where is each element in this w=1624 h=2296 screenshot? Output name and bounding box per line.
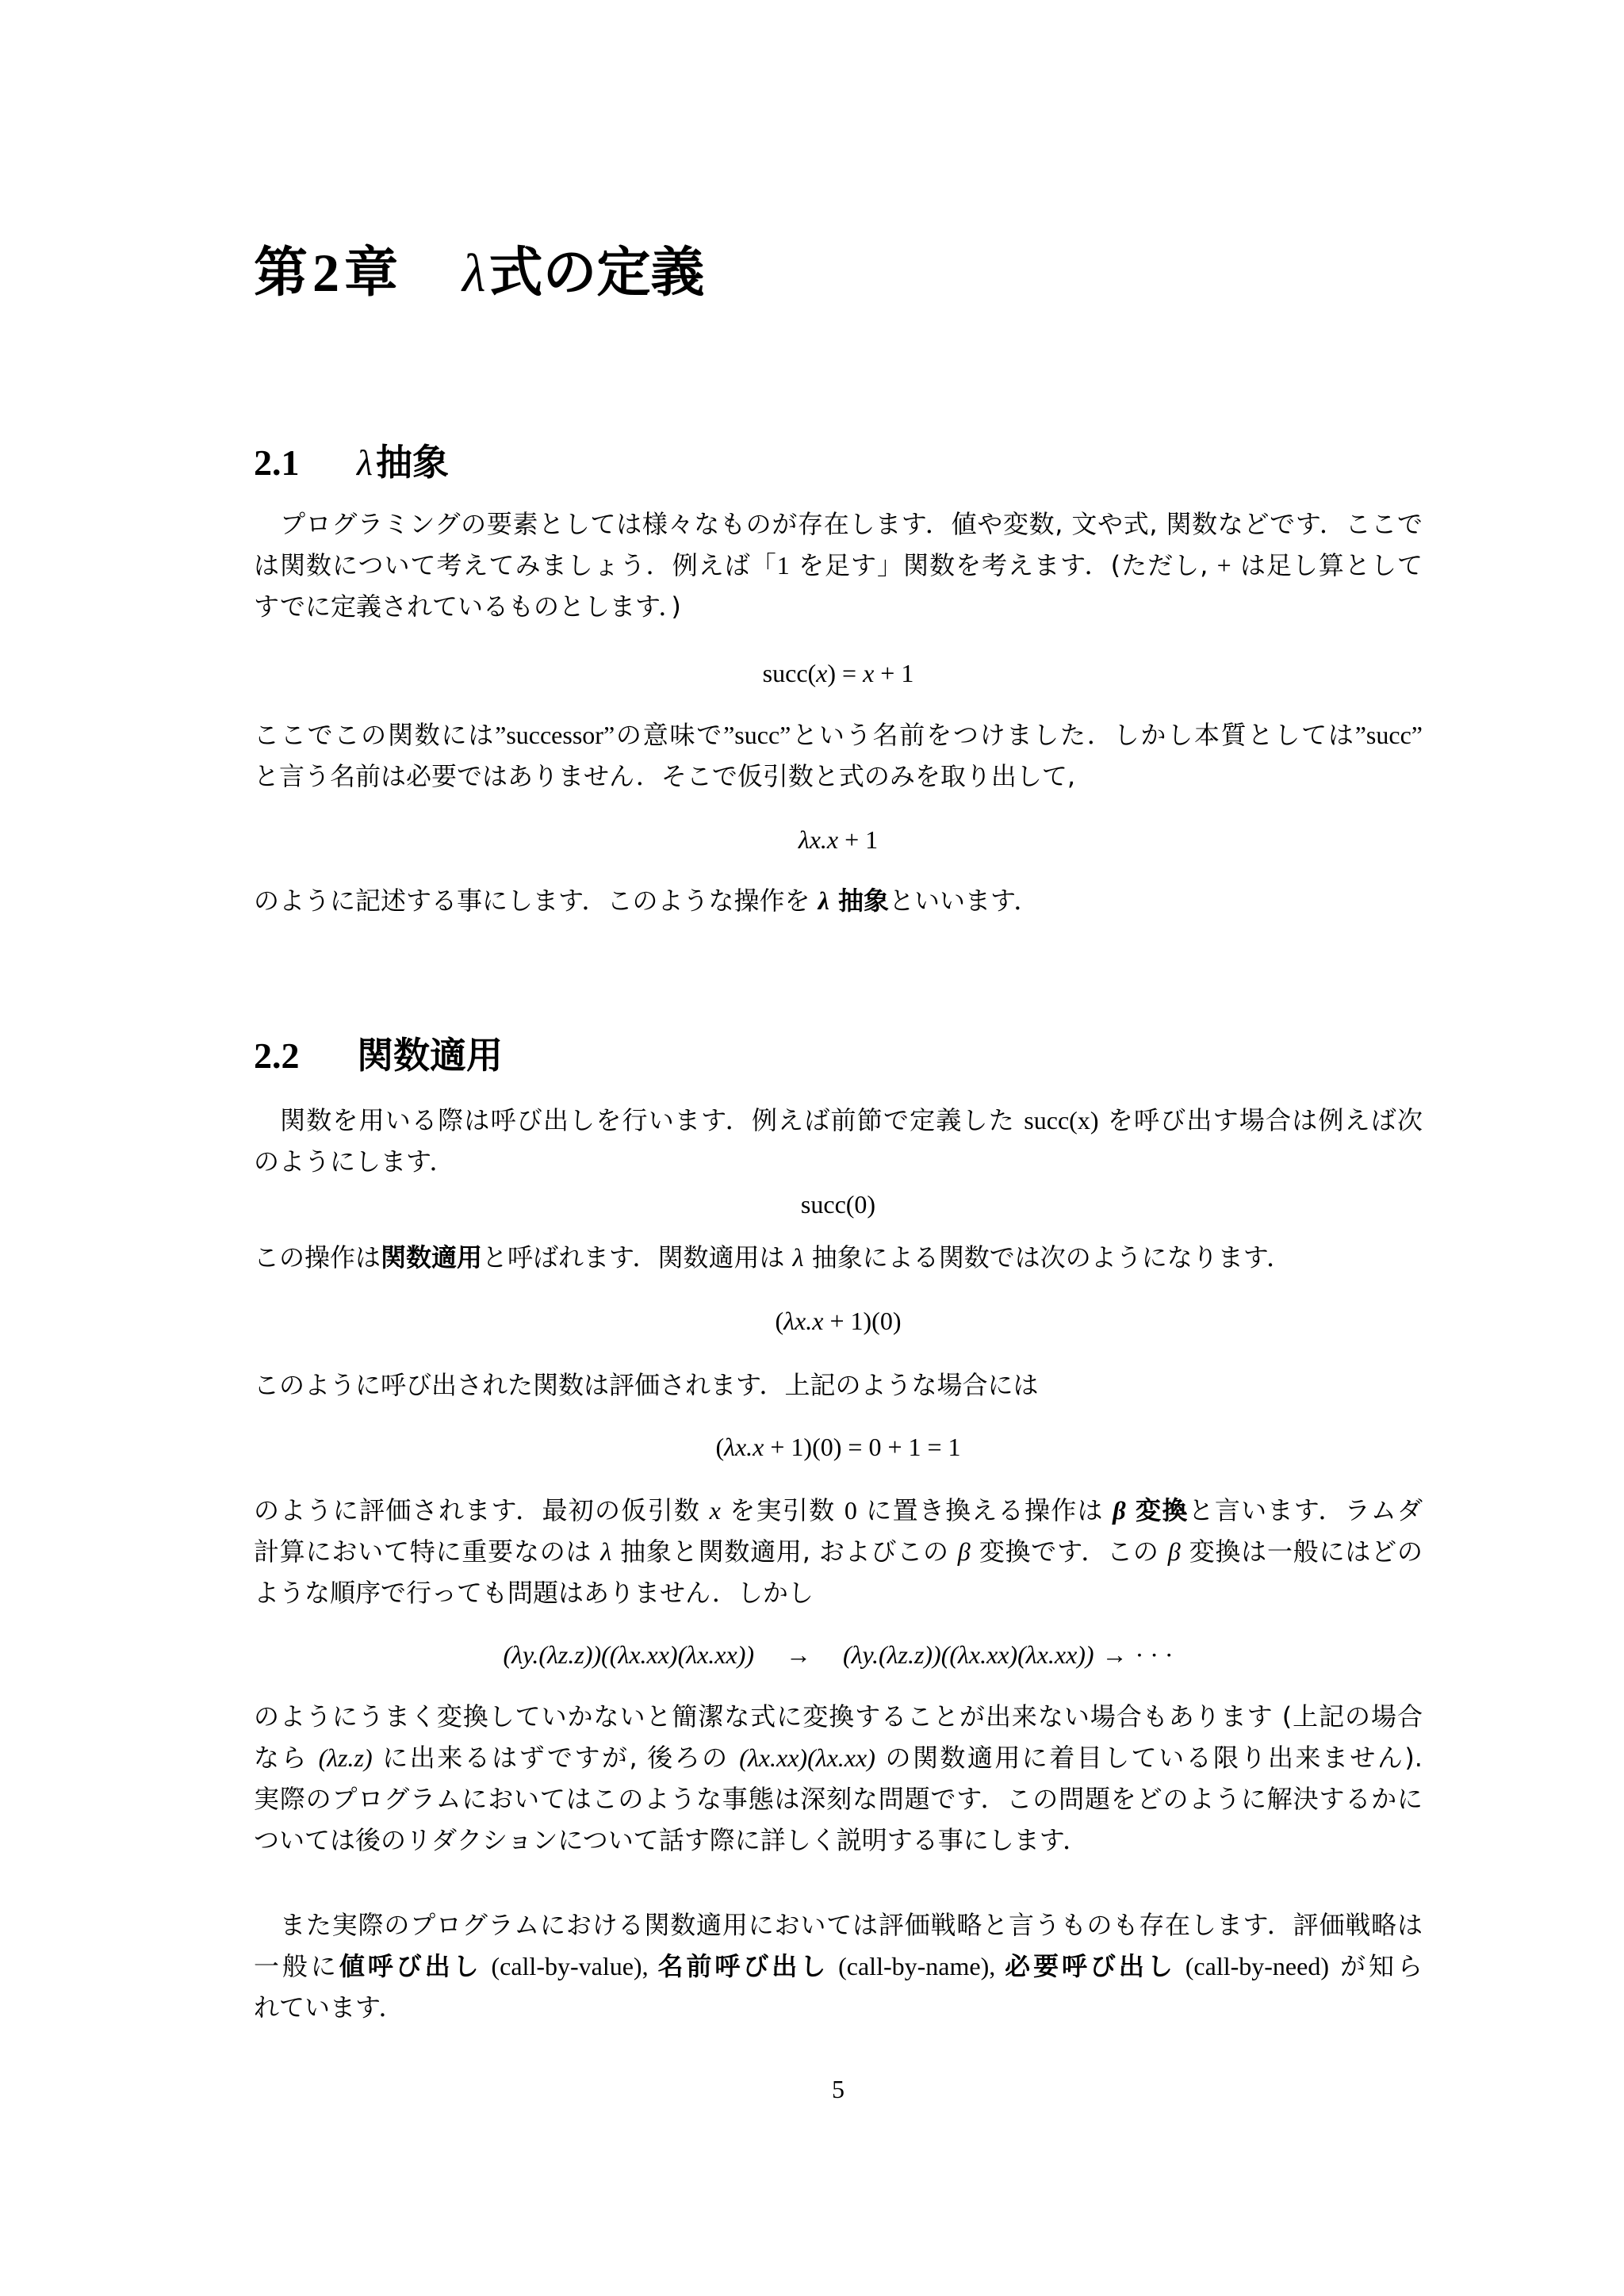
bold-term-symbol: λ [818, 886, 829, 915]
bold-term: 名前呼び出し [657, 1951, 829, 1981]
display-formula [254, 1634, 1423, 1675]
section-heading [254, 438, 1423, 486]
paragraph-line [254, 1987, 1423, 2028]
text-run: を足す」関数を考えます．(ただし, [789, 550, 1217, 580]
chapter-suffix: 章 [344, 242, 399, 304]
math-variable: λ [792, 1243, 804, 1272]
paragraph [254, 714, 1423, 797]
math-variable: x [863, 659, 875, 687]
text-run: 変換です．この [970, 1536, 1168, 1567]
math-number: 0 [844, 1496, 857, 1525]
math-variable: λ [600, 1537, 612, 1566]
text-run: 一般に [254, 1951, 339, 1981]
formula-part: + 1)(0) = 0 + 1 = 1 [764, 1433, 961, 1461]
formula-part: + 1)(0) [823, 1307, 902, 1335]
text-run: のようにうまく変換していかないと簡潔な式に変換することが出来ない場合もあります (上記の場合 [254, 1701, 1423, 1732]
text-run: を呼び出す場合は例えば次 [1098, 1105, 1423, 1135]
section-title: 抽象 [375, 441, 449, 484]
text-run: と言います．ラムダ [1188, 1495, 1423, 1525]
text-run: のように評価されます．最初の仮引数 [254, 1495, 710, 1525]
text-run: が知ら [1328, 1951, 1423, 1981]
text-run: のように記述する事にします．このような操作を [254, 886, 818, 916]
chapter-title [254, 237, 1423, 308]
paragraph-line [254, 503, 1423, 545]
formula-part: (λy.(λz.z))((λx.xx)(λx.xx)) [503, 1640, 755, 1669]
latin-term: (call-by-need) [1175, 1952, 1329, 1980]
bold-term: 関数適用 [381, 1242, 483, 1272]
paragraph [254, 1364, 1423, 1406]
paragraph-line [254, 714, 1423, 756]
text-run: また実際のプログラムにおける関数適用においては評価戦略と言うものも存在します．評価戦略は [280, 1910, 1423, 1940]
text-run: 抽象と関数適用, およびこの [611, 1536, 958, 1567]
math-expression: (λx.xx)(λx.xx) [739, 1743, 875, 1772]
formula-part: succ(0) [800, 1190, 876, 1219]
display-formula [254, 1184, 1423, 1225]
paragraph-line [254, 1141, 1423, 1182]
arrow-symbol: → [786, 1640, 812, 1669]
section-lambda: λ [357, 442, 373, 483]
text-run: 実際のプログラムにおいてはこのような事態は深刻な問題です．この問題をどのように解決するかに [254, 1784, 1423, 1814]
latin-term: ”succ” [1354, 721, 1423, 749]
paragraph-line [254, 1904, 1423, 1946]
paragraph [254, 1100, 1423, 1182]
text-run: 計算において特に重要なのは [254, 1536, 601, 1567]
text-run: 変換は一般にはどの [1180, 1536, 1423, 1567]
text-run: ここでこの関数には [254, 720, 496, 750]
text-run: と言う名前は必要ではありません．そこで仮引数と式のみを取り出して, [254, 761, 1076, 791]
paragraph-line [254, 1696, 1423, 1737]
text-run: という名前をつけました．しかし本質としては [791, 720, 1355, 750]
formula-part: ( [715, 1433, 725, 1461]
paragraph-line [254, 1820, 1423, 1861]
text-run: といいます． [888, 886, 1040, 916]
text-run: の関数適用に着目している限り出来ません). [875, 1743, 1423, 1773]
chapter-lambda: λ [462, 243, 486, 303]
text-run: プログラミングの要素としては様々なものが存在します．値や変数, 文や式, 関数などです．ここで [280, 509, 1423, 539]
paragraph-line [254, 880, 1423, 921]
paragraph-line [254, 586, 1423, 627]
paragraph [254, 1490, 1423, 1613]
paragraph-line [254, 1490, 1423, 1531]
paragraph-line [254, 1572, 1423, 1613]
math-variable: β [957, 1537, 971, 1566]
paragraph [254, 1237, 1423, 1278]
formula-part: + 1 [838, 825, 879, 854]
latin-term: succ(x) [1024, 1106, 1099, 1135]
bold-term: 値呼び出し [339, 1951, 482, 1981]
text-run: このように呼び出された関数は評価されます．上記のような場合には [254, 1370, 1039, 1400]
math-variable: β [1167, 1537, 1181, 1566]
paragraph [254, 503, 1423, 627]
text-run: に出来るはずですが, 後ろの [372, 1743, 740, 1773]
paragraph-line [254, 756, 1423, 797]
paragraph [254, 880, 1423, 921]
paragraph-line [254, 1100, 1423, 1141]
page-number: 5 [832, 2075, 845, 2103]
display-formula [254, 819, 1423, 860]
math-number: 1 [776, 551, 790, 580]
text-run: ついては後のリダクションについて話す際に詳しく説明する事にします． [254, 1825, 1089, 1855]
formula-part: + 1 [874, 659, 914, 687]
math-expression: (λz.z) [318, 1743, 373, 1772]
text-run: のようにします． [254, 1146, 455, 1177]
text-run: 抽象による関数では次のようになります． [803, 1242, 1293, 1272]
paragraph-line [254, 1237, 1423, 1278]
section-heading [254, 1031, 1423, 1079]
paragraph [254, 1904, 1423, 2028]
text-run: と呼ばれます．関数適用は [482, 1242, 793, 1272]
latin-term: (call-by-name), [829, 1952, 1005, 1980]
math-operator: + [1216, 551, 1231, 580]
formula-part: ( [775, 1307, 784, 1335]
paragraph-line [254, 1364, 1423, 1406]
text-run: すでに定義されているものとします．) [254, 591, 681, 622]
formula-part: (λy.(λz.z))((λx.xx)(λx.xx)) [843, 1640, 1094, 1669]
bold-term-symbol: β [1113, 1496, 1126, 1525]
paragraph [254, 1696, 1423, 1861]
text-run: れています． [254, 1992, 404, 2022]
paragraph-line [254, 1737, 1423, 1778]
text-run: は足し算として [1231, 550, 1423, 580]
text-run: 関数を用いる際は呼び出しを行います．例えば前節で定義した [280, 1105, 1025, 1135]
bold-term: 必要呼び出し [1005, 1951, 1176, 1981]
display-formula [254, 1300, 1423, 1341]
paragraph-line [254, 1531, 1423, 1572]
latin-term: ”succ” [723, 721, 791, 749]
text-run: を実引数 [720, 1495, 845, 1525]
text-run: の意味で [615, 720, 724, 750]
math-variable: λx.x [798, 825, 839, 854]
chapter-prefix: 第 [254, 242, 308, 304]
text-run: は関数について考えてみましょう．例えば「 [254, 550, 777, 580]
text-run: に置き換える操作は [856, 1495, 1113, 1525]
section-number: 2.1 [254, 442, 300, 483]
display-formula [254, 652, 1423, 694]
chapter-number: 2 [312, 243, 340, 303]
formula-part: succ( [762, 659, 817, 687]
chapter-label [254, 237, 462, 309]
math-variable: x [709, 1496, 721, 1525]
latin-term: (call-by-value), [481, 1952, 658, 1980]
section-title: 関数適用 [357, 1034, 503, 1077]
math-variable: x [816, 659, 828, 687]
section-number: 2.2 [254, 1035, 300, 1076]
latin-term: ”successor” [495, 721, 615, 749]
display-formula [254, 1426, 1423, 1468]
bold-term: 抽象 [829, 886, 889, 916]
bold-term: 変換 [1125, 1495, 1189, 1525]
math-variable: λx.x [783, 1307, 824, 1335]
math-variable: λx.x [724, 1433, 764, 1461]
chapter-title-text: 式の定義 [488, 242, 705, 304]
text-run: この操作は [254, 1242, 381, 1272]
arrow-symbol: → [1101, 1640, 1128, 1669]
paragraph-line [254, 1778, 1423, 1820]
text-run: ような順序で行っても問題はありません．しかし [254, 1578, 814, 1608]
formula-part: ) = [827, 659, 864, 687]
paragraph-line [254, 1946, 1423, 1987]
paragraph-line [254, 545, 1423, 586]
text-run: なら [254, 1743, 319, 1773]
ellipsis: · · · [1135, 1640, 1174, 1669]
